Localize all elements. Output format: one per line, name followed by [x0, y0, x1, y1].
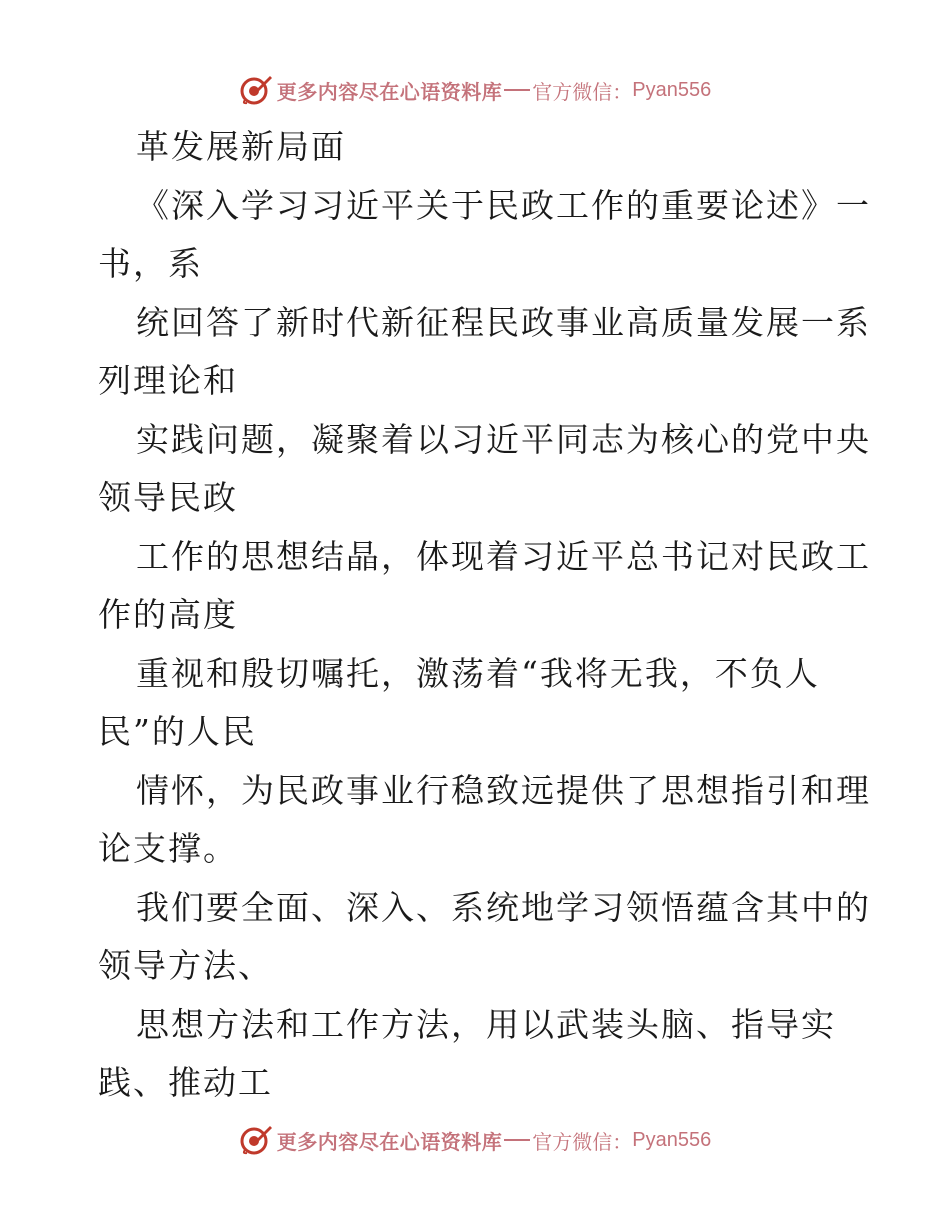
header-watermark-banner — [0, 70, 950, 110]
text-line: 领导方法、 — [98, 946, 273, 985]
text-line: 论支撑。 — [98, 829, 238, 868]
text-line: 我们要全面、深入、系统地学习领悟蕴含其中的 — [136, 887, 871, 927]
text-line: 领导民政 — [98, 478, 238, 517]
banner-dash — [504, 1139, 530, 1141]
banner-wechat-label: 官方微信： — [532, 79, 633, 104]
banner-wechat-id: Pyan556 — [632, 1128, 712, 1151]
text-line: 民”的人民 — [98, 712, 257, 751]
banner-main-text: 更多内容尽在心语资料库 — [276, 1129, 503, 1154]
text-line: 统回答了新时代新征程民政事业高质量发展一系 — [136, 302, 871, 342]
red-seal-pen-icon — [239, 73, 273, 107]
text-line: 革发展新局面 — [136, 127, 346, 166]
text-line: 践、推动工 — [98, 1063, 273, 1102]
red-seal-pen-icon — [239, 1123, 273, 1157]
text-line: 列理论和 — [98, 361, 238, 400]
text-line: 重视和殷切嘱托，激荡着“我将无我，不负人 — [136, 653, 820, 693]
text-line: 《深入学习习近平关于民政工作的重要论述》一 — [136, 185, 871, 225]
banner-main-text: 更多内容尽在心语资料库 — [276, 79, 503, 104]
banner-wechat-id: Pyan556 — [632, 78, 712, 101]
text-line: 实践问题，凝聚着以习近平同志为核心的党中央 — [136, 419, 871, 459]
document-body — [98, 118, 871, 1113]
banner-wechat-label: 官方微信： — [532, 1129, 633, 1154]
text-line: 情怀，为民政事业行稳致远提供了思想指引和理 — [136, 770, 871, 810]
banner-dash — [504, 89, 530, 91]
text-line: 书，系 — [98, 244, 203, 283]
text-line: 思想方法和工作方法，用以武装头脑、指导实 — [136, 1004, 836, 1044]
text-line: 工作的思想结晶，体现着习近平总书记对民政工 — [136, 536, 871, 576]
text-line: 作的高度 — [98, 595, 238, 634]
footer-watermark-banner — [0, 1120, 950, 1160]
